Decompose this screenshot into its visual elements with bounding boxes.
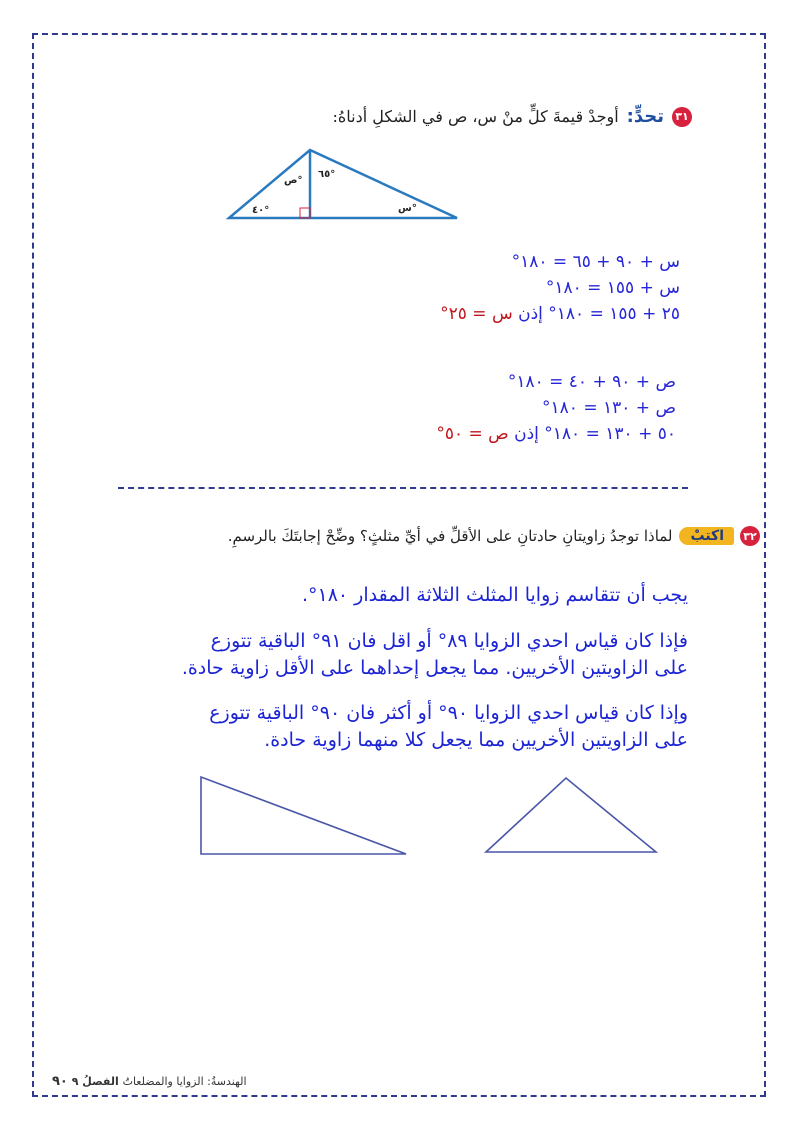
q32-prompt: لماذا توجدُ زاويتانِ حادتانِ على الأقلِّ في أيِّ مثلثٍ؟ وضِّحْ إجابتَكَ بالرسمِ.	[227, 527, 673, 545]
right-triangle-shape	[201, 777, 406, 854]
solution-y-line-1	[256, 372, 676, 398]
acute-triangle-shape	[486, 778, 656, 852]
q31-header	[132, 106, 692, 127]
solution-y-line-2	[256, 398, 676, 424]
footer-page-number: ٩٠	[52, 1074, 68, 1089]
solution-x-result: س = ٢٥°	[440, 304, 513, 324]
label-65: ٦٥°	[318, 169, 336, 180]
q32-number: ٣٢	[740, 526, 760, 546]
footer-chapter: الفصلُ ٩	[71, 1075, 119, 1088]
q31-prompt: أوجدْ قيمةَ كلٍّ منْ س، ص في الشكلِ أدناهُ:	[332, 107, 619, 126]
q32-answer-3-line-2: على الزاويتين الأخريين مما يجعل كلا منهما زاوية حادة.	[264, 729, 688, 751]
solution-y-result: ص = ٥٠°	[436, 424, 509, 444]
label-y: ص°	[284, 175, 303, 186]
q31-keyword: تحدٍّ:	[626, 106, 664, 127]
solution-y-line-3	[256, 424, 676, 450]
footer-title: الهندسةُ: الزوايا والمضلعاتُ	[122, 1075, 247, 1088]
label-x: س°	[398, 203, 417, 214]
q32-write-badge: اكتبْ	[679, 527, 734, 545]
q32-header	[40, 526, 760, 546]
label-40: ٤٠°	[252, 205, 270, 216]
q31-number: ٣١	[672, 107, 692, 127]
q32-answer-1: يجب أن تتقاسم زوايا المثلث الثلاثة المقدار ١٨٠°.	[301, 584, 688, 606]
solution-x-line-2-text: س + ١٥٥ = ١٨٠°	[545, 278, 680, 298]
q32-answer-2-line-2: على الزاويتين الأخريين. مما يجعل إحداهما على الأقل زاوية حادة.	[181, 657, 688, 679]
right-angle-mark	[300, 208, 310, 218]
right-triangle-drawing	[196, 774, 410, 858]
section-divider	[118, 487, 688, 489]
q31-solution-y	[256, 372, 676, 450]
q32-answer-2	[88, 628, 688, 682]
solution-y-line-1-text: ص + ٩٠ + ٤٠ = ١٨٠°	[507, 372, 676, 392]
solution-y-line-3-text: ٥٠ + ١٣٠ = ١٨٠° إذن	[514, 424, 676, 444]
q32-answer-2-line-1: فإذا كان قياس احدي الزوايا ٨٩° أو اقل فان ٩١° الباقية تتوزع	[210, 630, 688, 652]
solution-x-line-3-text: ٢٥ + ١٥٥ = ١٨٠° إذن	[518, 304, 680, 324]
q31-triangle-figure	[226, 148, 462, 224]
acute-triangle-drawing	[482, 774, 662, 856]
solution-y-line-2-text: ص + ١٣٠ = ١٨٠°	[542, 398, 676, 418]
solution-x-line-1-text: س + ٩٠ + ٦٥ = ١٨٠°	[511, 252, 680, 272]
q32-answer-3	[88, 700, 688, 754]
page-footer	[44, 1074, 304, 1089]
solution-x-line-1	[260, 252, 680, 278]
q32-answer-3-line-1: وإذا كان قياس احدي الزوايا ٩٠° أو أكثر فان ٩٠° الباقية تتوزع	[209, 702, 688, 724]
solution-x-line-2	[260, 278, 680, 304]
solution-x-line-3	[260, 304, 680, 330]
q31-solution-x	[260, 252, 680, 330]
